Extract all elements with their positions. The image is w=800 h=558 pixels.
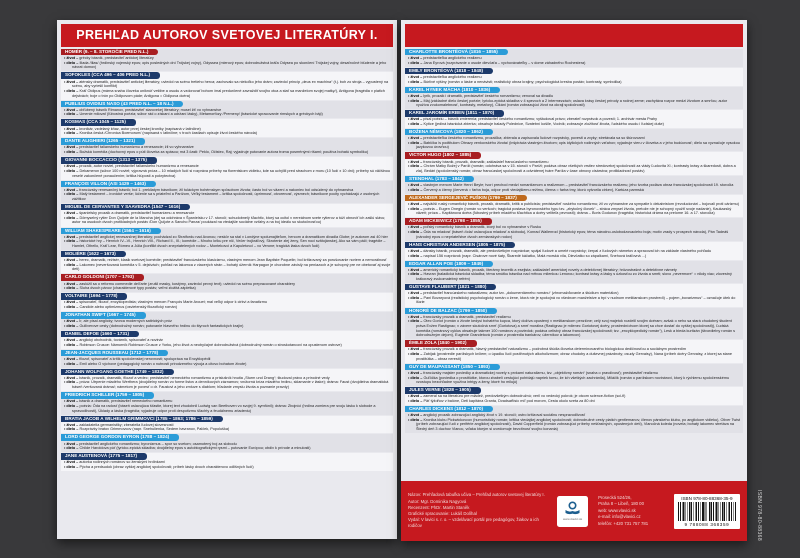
author-name-bar: JANE AUSTENOVÁ (1775 – 1817) — [61, 453, 147, 459]
author-name-bar: HOMÉR (9. – 8. STOROČIE PRED N.L.) — [61, 49, 158, 55]
author-section — [61, 49, 393, 71]
author-life-line: • život – zameral sa na literatúru pre mládež, predovšetkým dobrodružnú; veril vo vedecký pokrok; je otcom science-fiction (sci-fi) — [408, 394, 626, 399]
author-details — [405, 412, 743, 433]
publisher-contact — [598, 495, 668, 527]
author-details — [61, 399, 393, 415]
author-life-line: • život – filozof, spisovateľ a kritik spoločenskej nerovnosti; spolupráca na Encyklopédii — [64, 357, 211, 362]
colophon-line: Grafické spracovanie: Lukáš Dolíhal — [408, 511, 477, 516]
author-section — [61, 101, 393, 119]
author-life-line: • život – vlastným menom Marie Henri Beyle; tvorí prechod medzi romantizmom a realizmom – predstaviteľ francúzskeho realizmu; jeho tvorba podáva obraz francúzskej spoločnosti 19. storočia — [408, 183, 734, 188]
author-works-line: • dielo – Chrám Matky Božej v Paríži (román; odohráva sa v 15. storočí v Paríži; podáva obraz všetkých vrstiev stredovekej spoločnosti za vlády Ľudovíta XI.; kontrasty krásy a škaredosti, dobra a zla), Bedári (spoločenský román; obraz francúzskej spoločnosti a odvrátenej tváre Paríža v čase obnovy cisárstva; protikladnosť postáv) — [408, 164, 736, 173]
author-details — [61, 337, 393, 348]
author-life-line: • život – aténsky dramatik, predstaviteľ antickej literatúry; uviedol na scénu tretieho herca; zachovalo sa niekoľko jeho drám; zaviedol princíp „deus ex machina“ (t.j. boh zo stroja – vypustený na scénu, aby vyriešil konflikt) — [64, 79, 389, 89]
author-name-bar: STENDHAL (1783 – 1842) — [405, 176, 474, 182]
author-works-line: • dielo – Emil alebo O výchove (pedagogický román o nutnosti prirodzeného vývoja a citovo bohatom živote) — [64, 361, 247, 366]
poster-title: PREHĽAD AUTOROV SVETOVEJ LITERATÚRY I. — [61, 24, 393, 47]
author-list-right — [401, 49, 747, 433]
author-name-bar: JOHANN WOLFGANG GOETHE (1749 – 1832) — [61, 369, 174, 375]
author-life-line: • život – lyrik, prozaik i dramatik, predstaviteľ českého romantizmu; venoval sa divadlu — [408, 93, 554, 98]
author-section — [61, 119, 393, 137]
author-name-bar: ALEXANDER SERGEJEVIČ PUŠKIN (1799 – 1837) — [405, 195, 527, 201]
author-name-bar: LORD GEORGE GORDON BYRON (1788 – 1824) — [61, 434, 179, 440]
author-details — [405, 248, 743, 259]
author-section — [61, 181, 393, 203]
author-section — [405, 284, 743, 306]
author-section — [405, 176, 743, 194]
author-life-line: • život – americký romantický básnik, prozaik, literárny teoretik a esejista; zakladateľ americkej novely a detektívnej literatúry; hrôzostrašné a detektívne námety — [408, 267, 677, 272]
barcode-bars — [678, 502, 736, 521]
author-details — [61, 234, 393, 250]
author-section — [61, 350, 393, 368]
author-life-line: • život – francúzsky prozaik a dramatik, predstaviteľ realizmu — [408, 314, 511, 319]
author-works-line: • dielo – Umenie milovať (ľúbostná poézia; súbor rád o získaní a udržaní lásky), Metamorfózy /Premeny/ (básnické spracovanie rímskych a gréckych bájí) — [64, 112, 323, 117]
author-works-line: • dielo – Robinson Crusoe: Námorník Robinson Crusoe z Yorku, jeho život a neobyčajné dobrodružstvá (dobrodružný román o stroskotancovi na opustenom ostrove) — [64, 342, 342, 347]
author-life-line: • život – básnik a dramatik, predstaviteľ nemeckého romantizmu — [64, 399, 173, 404]
author-works-line: • dielo – Božská komédia (duchovný epos o púti človeka za spásou; má 3 časti: Peklo, Očistec, Raj; vyjadruje putovanie autora troma posmrtnými ríšami; používa bohatú symboliku) — [64, 150, 369, 155]
author-section — [405, 387, 743, 405]
author-works-line: • dielo – Óda na mladosť (báseň /óda/ oslavujúca mladosť a slobodu), Konrad Wallenrod (historický epos; téma národno-oslobodzovacieho boja; motív zrady v prospech národa), Pán Tadeáš (národný epos o nepriateľstve dvoch zemianskych rodov) — [408, 230, 729, 239]
author-name-bar: DANIEL DEFOE (1660 – 1731) — [61, 331, 139, 337]
author-details — [61, 55, 393, 71]
author-section — [61, 293, 393, 311]
author-life-line: • život – anglický obchodník, továrnik, spisovateľ a novinár — [64, 338, 163, 343]
author-name-bar: CARLO GOLDONI (1707 – 1793) — [61, 274, 144, 280]
author-section — [405, 406, 743, 433]
author-life-line: • život – francúzsky majster poviedky a dramatickej novely s prvkami naturalizmu, tzv. „objektívny román“ (snaha o pravdivosť); predstaviteľ realizmu — [408, 370, 658, 375]
author-works-line: • dielo – Dômyselný rytier Don Quijote de la Mancha (dej sa odohráva v Španielsku v 17. storočí; schudobnelý šľachtic, ktorý sa ocitol v nereálnom svete rytierov a túži obnoviť ich zašlú slávu; autor na osudoch dvoch protikladných postáv /Don Quijote a Sancho Panza/ poukázal na vtedajšie sociálne vzťahy a na boj ideálu so skutočnosťou) — [64, 215, 386, 225]
author-details — [61, 164, 393, 180]
author-details — [405, 159, 743, 175]
author-works-line: • dielo – Childe Haroldova púť (lyricko-epická skladba; dvojdielny epos s autobiografickými rysmi – putovanie Európou; obdiv k prírode a minulosti) — [64, 446, 311, 451]
author-details — [405, 370, 743, 386]
author-works-line: • dielo – Gulliverove cesty (dobrodružný román; putovanie hlavného hrdinu do štyroch fantastických krajín) — [64, 323, 244, 328]
author-works-line: • dielo – Guľôčka (poviedka o prostitútke, ktorou zbabelí cestujúci pohŕdajú napriek tomu, že ich všetkých zachránila), Miláčik (román o parížskom novinárovi, ktorý k rýchlemu spoločenskému vzostupu bezohľadne využíva intrigy a ženy, ktoré ho milujú) — [408, 375, 730, 385]
author-works-line: • dielo – Malý testament – ironické verše; lúčenie sa s priateľmi a Parížom, Veľký testament – kritika spoločnosti, úprimnosť, otvorenosť, výsmech; básnikove pocity vychádzajú z osobných zážitkov — [64, 192, 380, 202]
author-name-bar: HONORÉ DE BALZAC (1799 – 1850) — [405, 308, 497, 314]
author-life-line: • život – francúzsky básnik, prozaik, dramatik; zakladateľ francúzskeho romantizmu — [408, 159, 549, 164]
author-works-line: • dielo – Červený a čierny (červená = farba boja, odpor proti vtedajšiemu režimu, čierna = farba tmy, ktorú vytvorila cirkev), Kartúza parmská — [408, 187, 644, 192]
author-name-bar: JONATHAN SWIFT (1667 – 1745) — [61, 312, 146, 318]
author-details — [405, 314, 743, 339]
author-details — [405, 93, 743, 109]
author-works-line: • dielo – próza: Utrpenie mladého Werthera (dvojdielny román vo forme listov a denníkových záznamov; vnútorná kríza mladého hrdinu, sklamanie v láske); dráma: Faust (dvojdielna dramatická báseň /veršovaná dráma/; námetom je povesť o dr. Faustovi a jeho zmluve s diablom; hľadanie zmyslu života a poznanie pravdy) — [64, 380, 389, 390]
author-details — [405, 201, 743, 217]
author-name-bar: MOLIÈRE (1622 – 1673) — [61, 251, 126, 257]
author-details — [61, 257, 393, 273]
author-section — [61, 312, 393, 330]
contact-line: web: www.vlavici.sk — [598, 507, 636, 513]
author-section — [61, 157, 393, 179]
author-works-line: • dielo – Kytice (jediná básnická zbierka; obsahuje balady Polednice, Svatební košile, Vodník; zobrazuje zložitosť života, ľudského osudu i ľudskej duše) — [408, 121, 664, 126]
author-life-line: • život – predstaviteľ talianskeho humanizmu a renesancie; žil vo vyhnanstve — [64, 145, 194, 150]
author-name-bar: FRANÇOIS VILLON (ASI 1429 – 1463) — [61, 181, 156, 187]
author-works-line: • dielo – Lakomec (neveršovaná komédia v 5. dejstvách; pohľad na lakomca z viacerých strán – bohatý úžerník Harpagon je chorobne závislý na peniazoch a je schopný pre ne obetovať aj svoje deti) — [64, 262, 391, 272]
author-life-line: • život – predstaviteľka anglického realizmu — [408, 75, 482, 80]
author-works-line: • dielo – poézia – Eugen Onegin (román vo veršoch; tragická postava byronovského typu tzv. „zbytočný človek“ – stráca zmysel života, pretože nie je schopný využiť svoje nadanie), Kaukazský väzeň; próza – Kapitánova dcéra (ľúbostný príbeh mladého šľachtica a dcéry veliteľa pevnosti); dráma – Boris Godunov (tragédia; historická dráma na prelome 16. a 17. storočia) — [408, 206, 732, 216]
author-life-line: • život – predstaviteľka českého romantizmu, prozaička; zbierala a zapisovala ľudové rozprávky, povesti a zvyky; stretávala sa so štúrovcami — [408, 136, 645, 141]
author-works-line: • dielo – poézia: Óda na radosť (báseň oslavujúca šťastie, ktorej text zhudobnil Ludwig van Beethoven vo svojej 9. symfónii); dráma: Zbojníci (hrdina zomiera pre svoju lásku k slobode a spravodlivosti), Úklady a láska (tragédia; vyjadruje odpor proti despotizmu šľachty a feudálnemu zriadeniu) — [64, 403, 376, 413]
author-section — [405, 49, 743, 67]
author-life-line: • život – obľúbený básnik Rimanov, predstaviteľ starovekej literatúry; musel žiť vo vyhnanstve — [64, 107, 222, 112]
author-name-bar: DANTE ALIGHIERI (1265 – 1321) — [61, 138, 145, 144]
author-works-line: • dielo – Rozprávky bratov Grimmovcov (napr. Snehulienka, Sedem havranov, Palček, Popoluška) — [64, 427, 230, 432]
author-details — [61, 375, 393, 391]
contact-line: Praha 8 – Libeň, 180 00 — [598, 501, 644, 507]
author-life-line: • život – francúzsky renesančný básnik; bol 1. prekliatym básnikom; žil tuláckym bohémskym spôsobom života; často bol vo väzení a nakoniec bol odsúdený do vyhnanstva — [64, 187, 354, 192]
author-section — [61, 138, 393, 156]
author-details — [61, 441, 393, 452]
colophon-line: Autor: Mgr. Dominika Nagyová — [408, 498, 467, 504]
author-section — [405, 195, 743, 217]
author-name-bar: ÉMILE ZOLA (1840 – 1902) — [405, 340, 477, 346]
author-details — [405, 55, 743, 66]
author-section — [405, 129, 743, 151]
title-band-blank — [405, 24, 743, 47]
author-life-line: • život – poľský romantický básnik a dramatik, ktorý bol vo vyhnanstve v Rusku — [408, 225, 542, 230]
author-name-bar: GUSTAVE FLAUBERT (1821 – 1880) — [405, 284, 496, 290]
author-details — [61, 422, 393, 433]
author-section — [61, 453, 393, 471]
author-works-line: • dielo – Kráľ Oidipus (márna snaha človeka uniknúť veštbe a osudu a vzdorovať bohom /mal predurčené zavraždiť svojho otca a stať sa manželom svojej matky/), Antigona (tragédia v piatich dejstvách; boje o trón po Oidipovom páde; Antigona = Oidipova dcéra) — [64, 88, 385, 98]
author-section — [61, 331, 393, 349]
author-name-bar: PUBLIUS OVIDIUS NASO (43 PRED N.L. – 18 N.L.) — [61, 101, 183, 107]
author-works-line: • dielo – Dekameron (súbor 100 noviel; výpravná próza – 10 mladých ľudí si rozpráva príbehy na florentskom vidieku, kde sa uchýlili pred strachom z moru (10 ľudí x 10 dní); príbehy sú väčšinou veselé zakončené ponaučením; kritika hlúposti a pokrytectva) — [64, 168, 391, 178]
author-name-bar: BOŽENA NĚMCOVÁ (1820 – 1862) — [405, 129, 493, 135]
author-works-line: • dielo – Jana Eyrová (rozprávanie o osude dievčaťa – vychovávateľky – v dome záhadného Rochestera) — [408, 60, 586, 65]
colophon-line: Názov: Prehľadová tabuľka učiva – Prehľad autorov svetovej literatúry I. — [408, 492, 545, 498]
author-section — [61, 392, 393, 414]
author-works-line: • dielo – Babička /s podtitulom Obrazy venkovského života/ (inšpirácia vlastným životom; opis idylických rodinných vzťahov; vyjadruje vieru v človeka a v jeho budúcnosť; dielo sa vyznačuje vysokou jazykovou úrovňou) — [408, 140, 740, 150]
author-section — [405, 68, 743, 86]
author-works-line: • dielo – Kronika česká /Chronica Boemorum/ (napísaná v latinčine; v troch častiach opisuje život českého národa) — [64, 131, 257, 136]
author-section — [405, 242, 743, 260]
author-details — [405, 347, 743, 363]
author-section — [405, 340, 743, 362]
author-list-left — [57, 49, 397, 471]
author-details — [405, 290, 743, 306]
author-works-line: • dielo – Máj (základné dielo českej poézie; lyricko-epická skladba v 4 spevoch a 2 intermezzách; oslava krásy českej prírody a rodnej zeme; zachytáva rozpor medzi životom a smrťou; autor využíva zvukomalebnosť, kontrasty, metafory), Cikáni (román zobrazujúci život na okraji spoločnosti) — [408, 98, 728, 108]
author-life-line: • život – básnik, prozaik, dramatik, filozof a vedec; predstaviteľ nemeckého romantizmu a príslušník hnutia „Sturm und Drang“; študoval právo a prírodné vedy — [64, 375, 330, 380]
publisher-logo — [557, 496, 588, 527]
author-life-line: • život – grécky básnik, predstaviteľ antickej literatúry — [64, 56, 154, 61]
author-name-bar: EDGAR ALLAN POE (1809 – 1849) — [405, 261, 493, 267]
author-works-line: • dielo – Sluha dvoch pánov (charakterové typy postáv; veľmi zložitá zápletka) — [64, 286, 196, 291]
author-section — [405, 110, 743, 128]
author-works-line: • dielo – Pani Bovaryová (realistický psychologický román o žene, ktorá nie je spokojná vo všednom manželstve a trpí v nudnom meštianskom prostredí) – pojem „bovarizmus“ – označuje útek do ilúzie — [408, 295, 736, 305]
author-name-bar: KAREL JAROMÍR ERBEN (1811 – 1870) — [405, 110, 504, 116]
author-details — [61, 107, 393, 118]
author-name-bar: EMILY BRONTËOVÁ (1818 – 1848) — [405, 68, 493, 74]
author-name-bar: WILLIAM SHAKESPEARE (1564 – 1616) — [61, 228, 161, 234]
author-details — [405, 182, 743, 193]
isbn-number: ISBN 978-80-88368-35-9 — [681, 495, 733, 501]
author-details — [61, 356, 393, 367]
author-life-line: • život – dánsky básnik, prozaik, dramatik, ale predovšetkým rozprávkar; spájal ľudové a umelé rozprávky; čerpal z ľudových námetov a spracoval ich na základe vlastného pohľadu — [408, 248, 712, 253]
author-works-line: • dielo – napísal 156 rozprávok (napr. Cisárove nové šaty, Škaredé káčatko, Malá morská víla, Dievčatko so zápalkami, Snehová kráľovná ...) — [408, 253, 647, 258]
logo-url: www.vlavici.sk — [563, 517, 583, 521]
author-details — [405, 225, 743, 241]
author-details — [61, 126, 393, 137]
author-name-bar: KAREL HYNEK MÁCHA (1810 – 1836) — [405, 87, 500, 93]
author-details — [61, 460, 393, 471]
author-life-line: • život – Ír, ale písal anglicky; tvorca moderných satirických próz — [64, 319, 172, 324]
isbn-barcode — [674, 494, 740, 529]
author-name-bar: JEAN-JACQUES ROUSSEAU (1712 – 1778) — [61, 350, 168, 356]
author-works-line: • dielo – Candide alebo optimizmus (osvietenský filozofický román) — [64, 305, 177, 310]
author-life-line: • život – kronikár, vzdelaný kňaz, autor prvej českej kroniky (napísaná v latinčine) — [64, 126, 201, 131]
author-life-line: • život – predstaviteľ anglického romantizmu; byronizmus – spor so svetom; osamotený boj za slobodu — [64, 441, 237, 446]
author-section — [61, 274, 393, 292]
author-name-bar: VOLTAIRE (1694 – 1778) — [61, 293, 127, 299]
author-name-bar: CHARLOTTE BRONTËOVÁ (1816 – 1855) — [405, 49, 508, 55]
author-section — [61, 416, 393, 434]
author-works-line: • dielo – Havran (baladická básnická skladba; téma smútku básnika nad mŕtvou milenkou Lenorou; kontrast krásy a lásky s úzkosťou zo života a smrti; slovo „nevermore“ = nikdy viac; zlovestný krákoravý zvukomalebný refrén) — [408, 272, 732, 282]
author-name-bar: GUY DE MAUPASSANT (1850 – 1893) — [405, 364, 500, 370]
author-works-line: • dielo – Päť týždňov v balóne, Deti kapitána Granta, Dvadsaťtisíc míľ pod morom, Cesta okolo sveta za 80 dní — [408, 398, 595, 403]
author-works-line: • dielo – Búrlivé výšiny (román o láske a nenávisti; realistický obraz krajiny; psychologická kresba postáv; kontrasty, symbolika) — [408, 79, 622, 84]
author-details — [61, 319, 393, 330]
author-works-line: • dielo – Pýcha a predsudok (obraz vyššej anglickej spoločnosti; príbeh lásky dvoch charakterovo odlišných ľudí) — [64, 465, 254, 470]
contact-line: telefón: +420 731 757 781 — [598, 520, 649, 526]
author-life-line: • život – predstaviteľ francúzskeho naturalizmu; autor tzv. „dokumentárneho románu“ (zhromažďovanie a štúdium materiálov) — [408, 291, 619, 296]
author-works-line: • dielo – Otec Goriot (román o živote kedysi bohatého kupca, ktorý dožíva opustený v meštianskom penzióne; celý svoj majetok rozdelil svojim dcéram; avšak o neho sa stará chudobný študent práva Evžen Rastignac; v závere skutočná smrť (Goriotova) a smrť morálna (Rastignac je milenec Goriotovej dcéry, prostredníctvom ktorej sa chce dostať do vyššej spoločnosti)), Ľudská komédia (románový cyklus obsahuje takmer 100 románov a poviedok; podáva celistvý obraz francúzskej spoločnosti; tzv. „encyklopedický román“), Lesk a bieda kurtizán (štvordielny román s dobrodružným dejom), Eugénie Grandetová (román z prostredia bankárov, úžerníkov a lakomcov) — [408, 319, 736, 338]
author-section — [61, 228, 393, 250]
ean-digits: 9 788088 368359 — [684, 521, 730, 527]
author-life-line: • život – anglický prozaik zobrazujúci anglický život v 19. storočí; ostro kritizoval sociálnu nespravodlivosť — [408, 413, 586, 418]
author-section — [61, 204, 393, 226]
author-works-line: • dielo – historické hry – Henrich IV.–VI., Henrich VIII., Richard II., III.; komédie – Mnoho kriku pre nič, Večer trojkráľový, Skrotenie zlej ženy, Sen noci svätojánskej, Ako sa vám páči; tragédie – Hamlet, Othello, Kráľ Lear, Rómeo a Júlia (konflikt dvoch znepriatelených rodov – Montekovci a Kapuletovci – vo Verone; tragická láska dvoch ľudí) — [64, 239, 386, 248]
author-life-line: • život – najväčší ruský romantický básnik, prozaik, dramatik, kritik a publicista; predstaviteľ ruského romantizmu; žil vo vyhnanstve za sympatie k dekabristom (revolucionári – bojovali proti cárizmu) — [408, 201, 740, 206]
author-name-bar: HANS CHRISTIAN ANDERSEN (1805 – 1875) — [405, 242, 515, 248]
author-works-line: • dielo – Kronika klubu Pickwickovcov (humoristický román; kritika vtedajšej anglickej spoločnosti; dobrodružné cesty piatich gentlemanov, členov pánskeho klubu, po anglickom vidieku), Oliver Twist (príbeh zobrazujúci ľudí z periférie anglickej spoločnosti), David Copperfield (román zobrazujúci príbehy nešťastných, opustených detí), Vianočná koleda (novela; bohatý lakomec stretáva na Štedrý deň 3 duchov Vianoc, vďaka ktorým si uvedomuje bezcitnosť svojho konania) — [408, 417, 741, 432]
colophon-line: Vydal: V lavici s. r. o. – vzdelávací portál pre pedagógov, žiakov a ich rodičov — [408, 517, 539, 529]
colophon-line: Recenzent: PhDr. Martin Staněk — [408, 504, 470, 510]
author-details — [405, 267, 743, 283]
author-name-bar: GIOVANNI BOCCACCIO (1313 – 1375) — [61, 157, 157, 163]
author-works-line: • dielo – Zabijak (prostredie parížskych krčiem; o úpadku ľudí postihnutých alkoholizmom; obraz chudoby a duševnej prázdnoty; osudy Gervaisy), Nana (príbeh dcéry Gervaisy, z ktorej sa stane prostitútka – obraz nerestí) — [408, 352, 732, 361]
author-section — [405, 87, 743, 109]
author-life-line: • život – autorka rodinných románov so ženskými hrdinkami — [64, 460, 165, 465]
author-section — [405, 364, 743, 386]
author-life-line: • život – zakladatelia germanistiky; zberatelia ľudovej slovesnosti — [64, 422, 174, 427]
author-life-line: • život – písal poéziu – básnik zmierenia; predstaviteľ českého romantizmu; vyštudoval právo; zberateľ rozprávok a povestí; 1. archivár mesta Prahy — [408, 117, 657, 122]
author-details — [405, 74, 743, 85]
author-details — [61, 187, 393, 203]
colophon-footer — [401, 481, 747, 541]
author-life-line: • život – herec, dramatik, režisér, klasik svetovej komédie; predstaviteľ francúzskeho klasicizmu, vlastným menom Jean Baptiste Poquelin; bol kritizovaný za porušovanie noriem a nemorálnosť — [64, 258, 387, 263]
author-life-line: • život – predstaviteľ anglickej renesančnej literatúry; pochádzal zo Stratfordu nad Avonou; neskôr sa stal v Londýne spolumajiteľom, hercom a dramatikom divadla Globe; je autorom asi 40 hier — [64, 234, 388, 239]
author-name-bar: FRIEDRICH SCHILLER (1759 – 1805) — [61, 392, 154, 398]
author-section — [61, 369, 393, 391]
author-details — [61, 281, 393, 292]
author-details — [405, 135, 743, 151]
author-name-bar: ADAM MICKIEWICZ (1798 – 1855) — [405, 218, 492, 224]
author-section — [405, 261, 743, 283]
author-name-bar: SOFOKLES (CCA 496 – 406 PRED N.L.) — [61, 72, 160, 78]
author-name-bar: KOSMAS (CCA 1045 – 1125) — [61, 119, 136, 125]
author-details — [61, 210, 393, 226]
author-life-line: • život – zaslúžil sa o reformu commedie dell’arte (zrušil masky, kostýmy, zaviedol pevný text); uviedol na scénu prepracované charaktery — [64, 281, 296, 286]
author-section — [405, 152, 743, 174]
author-life-line: • život – predstaviteľka anglického realizmu — [408, 56, 482, 61]
vlavici-logo-icon — [564, 501, 581, 516]
contact-line: Prosecká 524/26, — [598, 494, 632, 500]
spine-isbn-text: ISBN 978-80-88368 — [756, 490, 762, 541]
contact-line: e-mail: info@vlavici.cz — [598, 514, 641, 520]
author-details — [61, 145, 393, 156]
author-section — [61, 251, 393, 273]
page-right — [401, 20, 747, 541]
author-section — [61, 434, 393, 452]
author-details — [405, 117, 743, 128]
author-section — [405, 308, 743, 340]
page-left — [57, 20, 397, 539]
author-section — [405, 218, 743, 240]
author-section — [61, 72, 393, 99]
author-name-bar: BRATIA JACOB A WILHELM GRIMMOVCI (1785 – 1863; 1786 – 1859) — [61, 416, 223, 422]
colophon-text — [408, 492, 551, 529]
author-details — [405, 394, 743, 405]
author-life-line: • život – francúzsky prozaik a dramatik, hlavný predstaviteľ naturalizmu – podrobná štúdia človeka determinovaného biologickou dedičnosťou a sociálnym prostredím — [408, 347, 687, 352]
author-name-bar: JULES VERNE (1828 – 1905) — [405, 387, 481, 393]
author-name-bar: MIGUEL DE CERVANTES Y SAAVEDRA (1547 – 1616) — [61, 204, 190, 210]
author-life-line: • život – spisovateľ, filozof, encyklopedista; vlastným menom François Marie Arouet; mal veľký odpor k cirkvi a fanatizmu — [64, 300, 267, 305]
author-details — [61, 300, 393, 311]
author-works-line: • dielo – Iliada /Ilias/ (hrdinský vojenský epos; opis posledných dní Trójskej vojny), Odyssea (mierový epos; dobrodružstvá kráľa Odysea po skončení Trójskej vojny, desaťročné blúdenie a jeho návrat domov) — [64, 60, 387, 70]
author-name-bar: CHARLES DICKENS (1812 – 1870) — [405, 406, 493, 412]
author-life-line: • život – prozaik, autor noviel, predstaviteľ talianskeho humanizmu a renesancie — [64, 164, 199, 169]
author-life-line: • život – španielsky prozaik a dramatik, predstaviteľ humanizmu a renesancie — [64, 211, 195, 216]
author-name-bar: VICTOR HUGO (1802 – 1885) — [405, 152, 481, 158]
author-details — [61, 79, 393, 100]
